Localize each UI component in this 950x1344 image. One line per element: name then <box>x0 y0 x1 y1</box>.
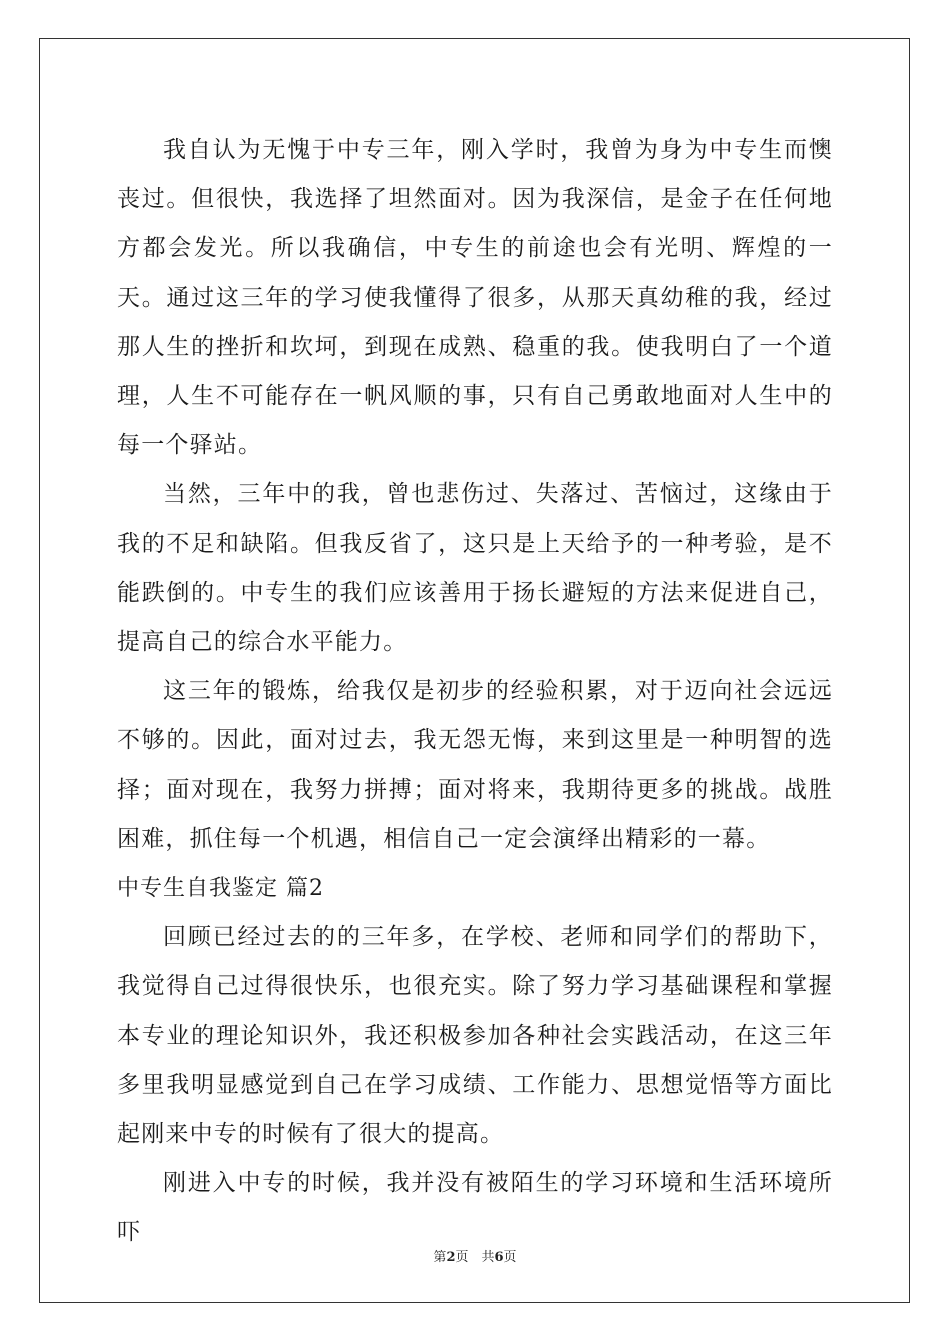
current-page-number: 2 <box>446 1250 456 1265</box>
footer-suffix: 页 <box>503 1250 517 1265</box>
document-body <box>117 126 833 1258</box>
section-heading: 中专生自我鉴定 篇2 <box>117 876 324 902</box>
footer-middle: 页 共 <box>455 1250 495 1265</box>
page-footer <box>0 1246 950 1265</box>
paragraph: 刚进入中专的时候，我并没有被陌生的学习环境和生活环境所吓 <box>117 1170 833 1246</box>
total-page-count: 6 <box>494 1250 504 1265</box>
paragraph: 我自认为无愧于中专三年，刚入学时，我曾为身为中专生而懊丧过。但很快，我选择了坦然面对。因为我深信，是金子在任何地方都会发光。所以我确信，中专生的前途也会有光明、辉煌的一天。通过这三年的学习使我懂得了很多，从那天真幼稚的我，经过那人生的挫折和坎坷，到现在成熟、稳重的我。使我明白了一个道理，人生不可能存在一帆风顺的事，只有自己勇敢地面对人生中的每一个驿站。 <box>117 137 833 459</box>
paragraph: 这三年的锻炼，给我仅是初步的经验积累，对于迈向社会远远不够的。因此，面对过去，我无怨无悔，来到这里是一种明智的选择；面对现在，我努力拼搏；面对将来，我期待更多的挑战。战胜困难，抓住每一个机遇，相信自己一定会演绎出精彩的一幕。 <box>117 678 833 852</box>
footer-prefix: 第 <box>433 1250 447 1265</box>
paragraph: 回顾已经过去的的三年多，在学校、老师和同学们的帮助下，我觉得自己过得很快乐，也很充实。除了努力学习基础课程和掌握本专业的理论知识外，我还积极参加各种社会实践活动，在这三年多里我明显感觉到自己在学习成绩、工作能力、思想觉悟等方面比起刚来中专的时候有了很大的提高。 <box>117 924 833 1148</box>
paragraph: 当然，三年中的我，曾也悲伤过、失落过、苦恼过，这缘由于我的不足和缺陷。但我反省了，这只是上天给予的一种考验，是不能跌倒的。中专生的我们应该善用于扬长避短的方法来促进自己，提高自己的综合水平能力。 <box>117 481 833 656</box>
